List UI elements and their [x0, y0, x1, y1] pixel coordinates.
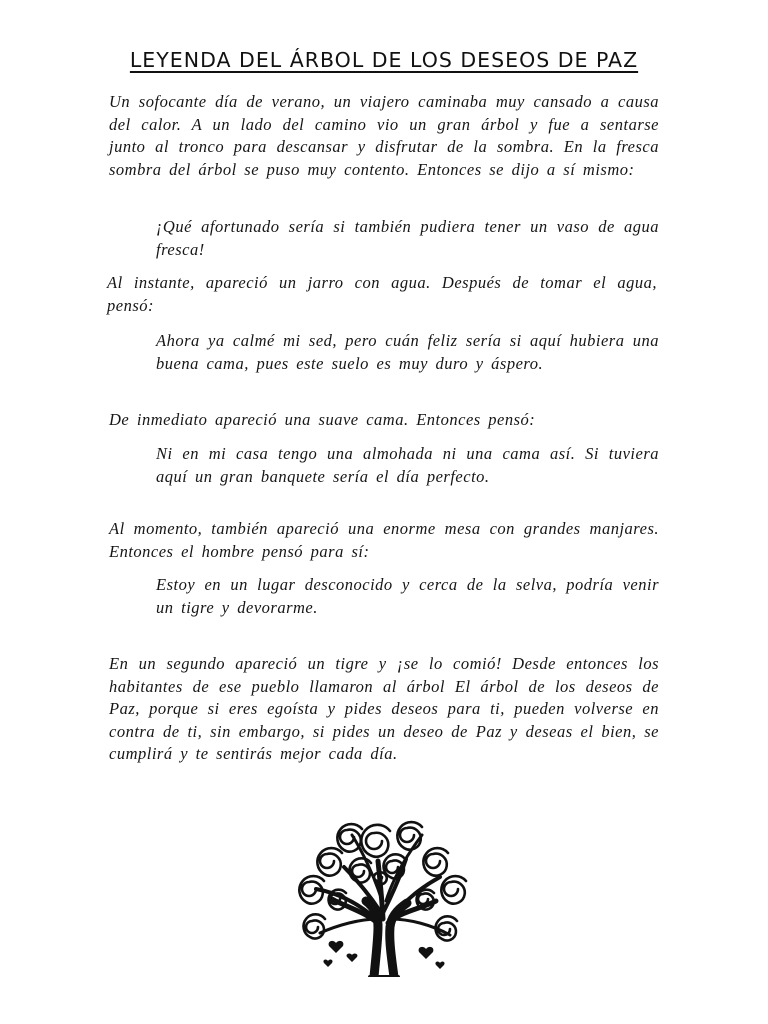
paragraph-banquet-appears: Al momento, también apareció una enorme mesa con grandes manjares. Entonces el hombre pensó para sí:: [109, 519, 659, 561]
quote-wish-water: ¡Qué afortunado sería si también pudiera tener un vaso de agua fresca!: [156, 217, 659, 259]
quote-wish-banquet: Ni en mi casa tengo una almohada ni una cama así. Si tuviera aquí un gran banquete sería el día perfecto.: [156, 444, 659, 486]
tree-name-emphasis: El árbol de los deseos de Paz: [109, 676, 660, 718]
paragraph-ending: [109, 653, 659, 766]
quote-wish-bed: Ahora ya calmé mi sed, pero cuán feliz sería si aquí hubiera una buena cama, pues este suelo es muy duro y áspero.: [156, 331, 659, 373]
paragraph-bed-appears: De inmediato apareció una suave cama. Entonces pensó:: [109, 410, 536, 429]
document-title: LEYENDA DEL ÁRBOL DE LOS DESEOS DE PAZ: [129, 48, 639, 72]
paragraph-intro: Un sofocante día de verano, un viajero caminaba muy cansado a causa del calor. A un lado del camino vio un gran árbol y fue a sentarse junto al tronco para descansar y disfrutar de la sombra. En la fresca sombra del árbol se puso muy contento. Entonces se dijo a sí mismo:: [109, 92, 659, 179]
swirl-tree-icon: [294, 815, 474, 977]
paragraph-water-appears: Al instante, apareció un jarro con agua. Después de tomar el agua, pensó:: [107, 273, 657, 315]
quote-fear-tiger: Estoy en un lugar desconocido y cerca de la selva, podría venir un tigre y devorarme.: [156, 575, 659, 617]
ending-text-before: En un segundo apareció un tigre y ¡se lo comió! Desde entonces los habitantes de ese pueblo llamaron al árbol: [109, 654, 659, 696]
ending-text-after: , porque si eres egoísta y pides deseos para ti, pueden volverse en contra de ti, sin embargo, si pides un deseo de Paz y deseas el bien, se cumplirá y te sentirás mejor cada día.: [109, 699, 659, 763]
